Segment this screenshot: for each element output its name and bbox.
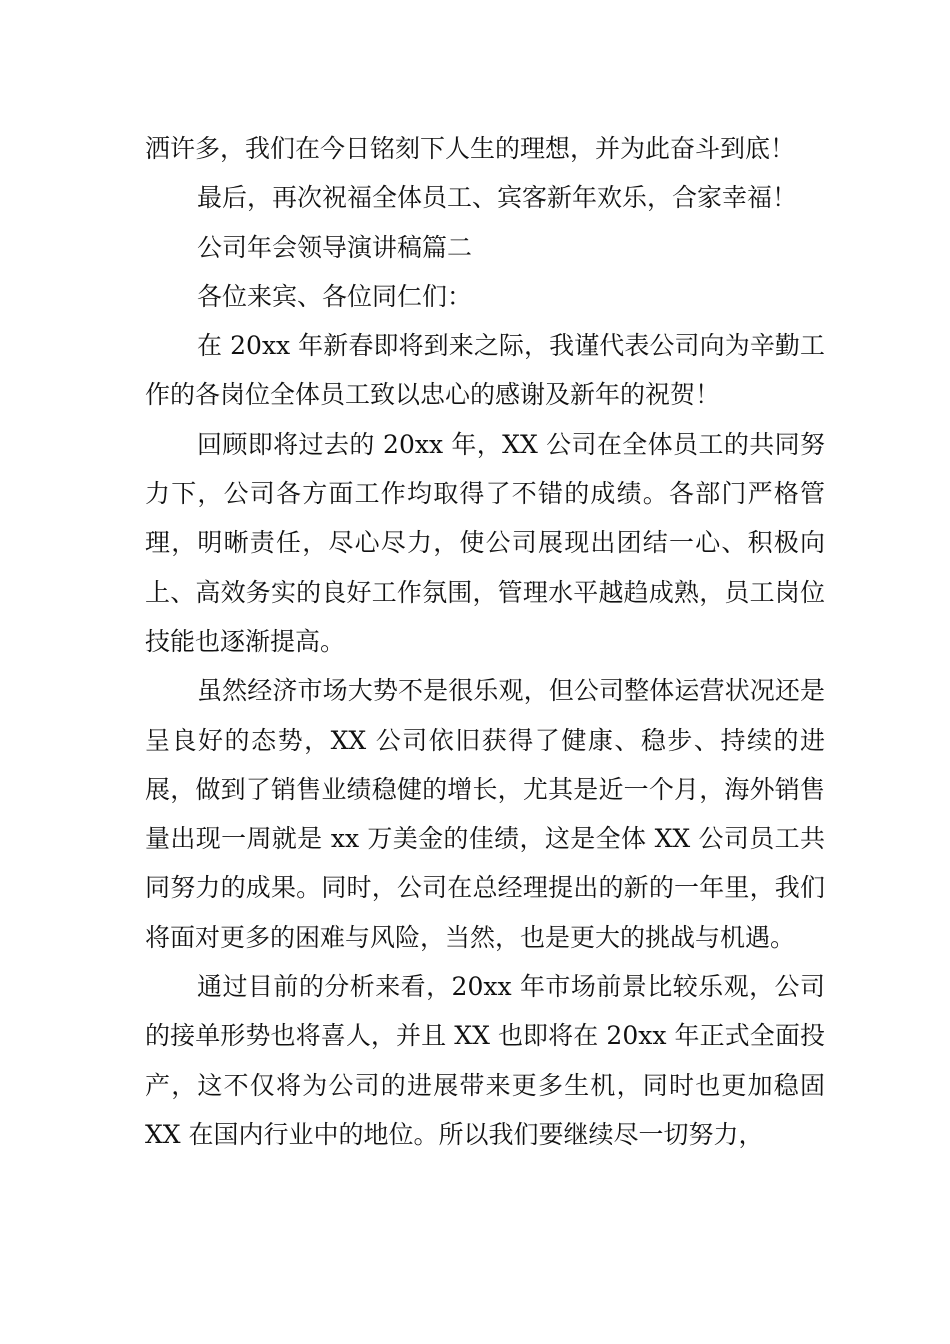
paragraph-market-situation: 虽然经济市场大势不是很乐观，但公司整体运营状况还是呈良好的态势，XX 公司依旧获得了健康、稳步、持续的进展，做到了销售业绩稳健的增长，尤其是近一个月，海外销售量出现一周就是 xx 万美金的佳绩，这是全体 XX 公司员工共同努力的成果。同时，公司在总经理提出的新的一年里，我们将面对更多的困难与风险，当然，也是更大的挑战与机遇。 — [145, 676, 825, 952]
paragraph-outlook: 通过目前的分析来看，20xx 年市场前景比较乐观，公司的接单形势也将喜人，并且 XX 也即将在 20xx 年正式全面投产，这不仅将为公司的进展带来更多生机，同时也更加稳固 XX 在国内行业中的地位。所以我们要继续尽一切努力， — [145, 972, 825, 1149]
paragraph-new-year-greeting: 在 20xx 年新春即将到来之际，我谨代表公司向为辛勤工作的各岗位全体员工致以忠心的感谢及新年的祝贺！ — [145, 331, 825, 410]
document-body — [145, 124, 825, 1159]
paragraph-continuation: 洒许多，我们在今日铭刻下人生的理想，并为此奋斗到底！ — [145, 134, 796, 163]
salutation: 各位来宾、各位同仁们： — [197, 281, 473, 311]
paragraph-closing-wishes: 最后，再次祝福全体员工、宾客新年欢乐，合家幸福！ — [197, 183, 798, 213]
section-title: 公司年会领导演讲稿篇二 — [197, 232, 473, 262]
paragraph-review: 回顾即将过去的 20xx 年，XX 公司在全体员工的共同努力下，公司各方面工作均取得了不错的成绩。各部门严格管理，明晰责任，尽心尽力，使公司展现出团结一心、积极向上、高效务实的良好工作氛围，管理水平越趋成熟，员工岗位技能也逐渐提高。 — [145, 429, 825, 656]
